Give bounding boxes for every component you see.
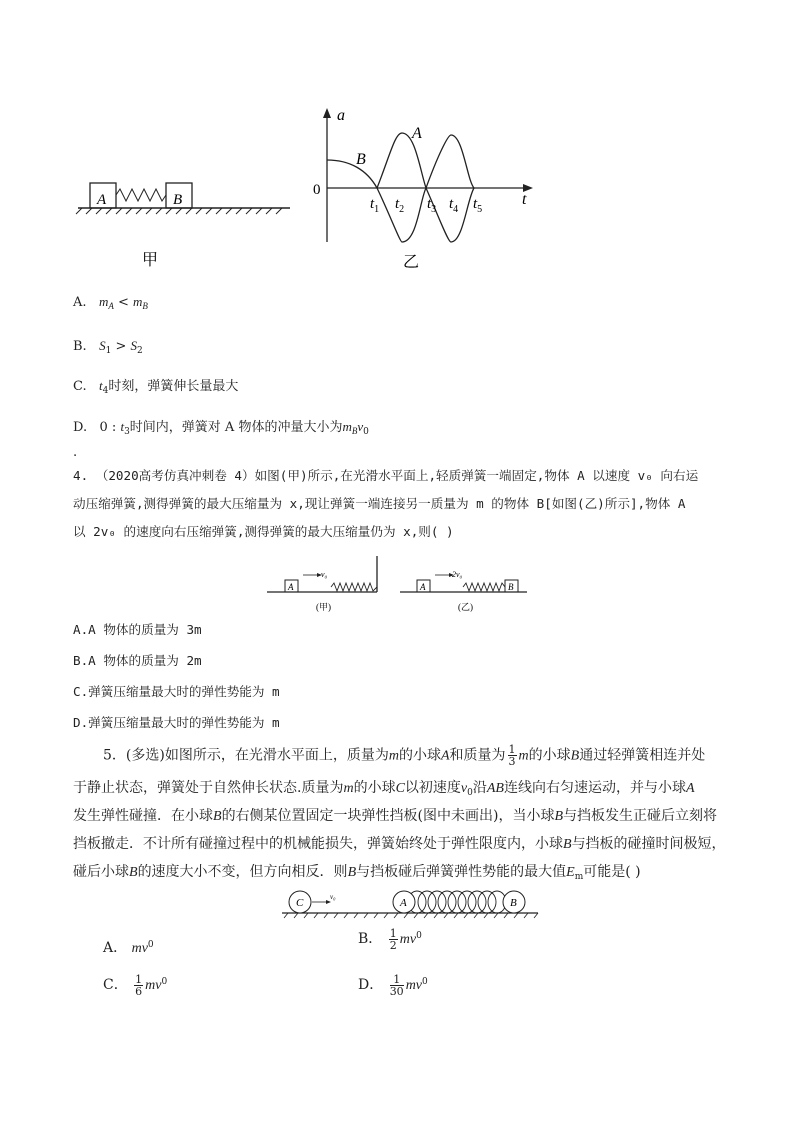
q5-option-a: A． $mv^0$ — [103, 940, 154, 956]
q3-option-a: A. $m_A < m_B$ — [73, 294, 148, 311]
q4-yi-velocity: 2v₀ — [452, 570, 463, 579]
q4-option-b: B.A 物体的质量为 2m — [73, 653, 202, 668]
q4-option-d: D.弹簧压缩量最大时的弹性势能为 m — [73, 715, 280, 730]
q5-line-5: 碰后小球B的速度大小不变，但方向相反．则B与挡板碰后弹簧弹性势能的最大值$E_m$可能是( ) — [73, 864, 641, 882]
tick-t2: $t_2$ — [395, 196, 405, 215]
q4-jia-velocity: v₀ — [321, 570, 328, 579]
q5-line-4: 挡板撤走．不计所有碰撞过程中的机械能损失，弹簧始终处于弹性限度内，小球B与挡板的碰撞时间极短， — [73, 836, 726, 852]
q3-option-c: C. $t_4$时刻，弹簧伸长量最大 — [73, 378, 239, 396]
stray-dot: . — [73, 445, 78, 460]
tick-t3: $t_3$ — [427, 196, 437, 215]
fraction-one-third: $\frac{1}{3}$ — [508, 743, 516, 768]
ball-a-label: A — [400, 897, 407, 909]
tick-t1: $t_1$ — [370, 196, 380, 215]
q4-yi-a-label: A — [420, 582, 426, 592]
tick-t4: $t_4$ — [449, 196, 459, 215]
block-a-label: A — [97, 192, 107, 208]
q4-yi-spring — [463, 583, 505, 591]
ball-c-label: C — [296, 897, 304, 909]
q5-line-2: 于静止状态，弹簧处于自然伸长状态.质量为m的小球C以初速度$v_0$沿AB连线向右匀速运动，并与小球A — [73, 780, 695, 798]
q4-caption-yi: (乙) — [458, 602, 473, 612]
figure-acceleration-graph — [305, 100, 545, 275]
ball-c-velocity: v₀ — [330, 893, 336, 901]
origin-label: 0 — [313, 182, 321, 198]
q5-option-d: D． $\frac{1}{30}$ $mv^0$ — [358, 972, 428, 998]
q5-option-b: B． $\frac{1}{2}$ $mv^0$ — [358, 926, 422, 952]
q4-yi-b-label: B — [508, 582, 514, 592]
q4-jia-spring — [331, 583, 377, 591]
curve-a-label: A — [412, 125, 422, 142]
tick-t5: $t_5$ — [473, 196, 483, 215]
q4-option-a: A.A 物体的质量为 3m — [73, 622, 202, 637]
q4-line-2: 动压缩弹簧,测得弹簧的最大压缩量为 x,现让弹簧一端连接另一质量为 m 的物体 B[如图(乙)所示],物体 A — [73, 496, 686, 511]
figure-q4 — [265, 550, 530, 616]
block-b-label: B — [173, 192, 183, 208]
q3-option-b: B. $S_1 > S_2$ — [73, 338, 143, 356]
ball-b-label: B — [510, 897, 517, 909]
q4-caption-jia: (甲) — [316, 602, 331, 612]
q3-option-d: D. 0 : $t_3$时间内，弹簧对 A 物体的冲量大小为$m_Bv_0$ — [73, 419, 369, 437]
q4-jia-a-label: A — [288, 582, 294, 592]
figure-q5 — [280, 886, 540, 920]
q4-option-c: C.弹簧压缩量最大时的弹性势能为 m — [73, 684, 280, 699]
q4-line-3: 以 2v₀ 的速度向右压缩弹簧,测得弹簧的最大压缩量仍为 x,则( ) — [73, 524, 454, 539]
spring — [116, 189, 166, 201]
axis-a-label: a — [337, 107, 345, 124]
caption-jia: 甲 — [142, 252, 159, 269]
q5-line-1: 5．(多选)如图所示，在光滑水平面上，质量为m的小球A和质量为 $\frac{1}{3}$ m的小球B通过轻弹簧相连并处 — [103, 743, 706, 768]
figure-spring-blocks — [70, 100, 300, 280]
caption-yi: 乙 — [403, 254, 420, 271]
curve-b-label: B — [356, 151, 366, 168]
q4-line-1: 4. （2020高考仿真冲刺卷 4）如图(甲)所示,在光滑水平面上,轻质弹簧一端固定,物体 A 以速度 v₀ 向右运 — [73, 468, 699, 483]
axis-t-label: t — [522, 191, 527, 208]
q5-option-c: C． $\frac{1}{6}$ $mv^0$ — [103, 972, 168, 998]
q5-line-3: 发生弹性碰撞．在小球B的右侧某位置固定一块弹性挡板(图中未画出)，当小球B与挡板发生正碰后立刻将 — [73, 808, 718, 824]
q5-spring — [408, 891, 506, 913]
